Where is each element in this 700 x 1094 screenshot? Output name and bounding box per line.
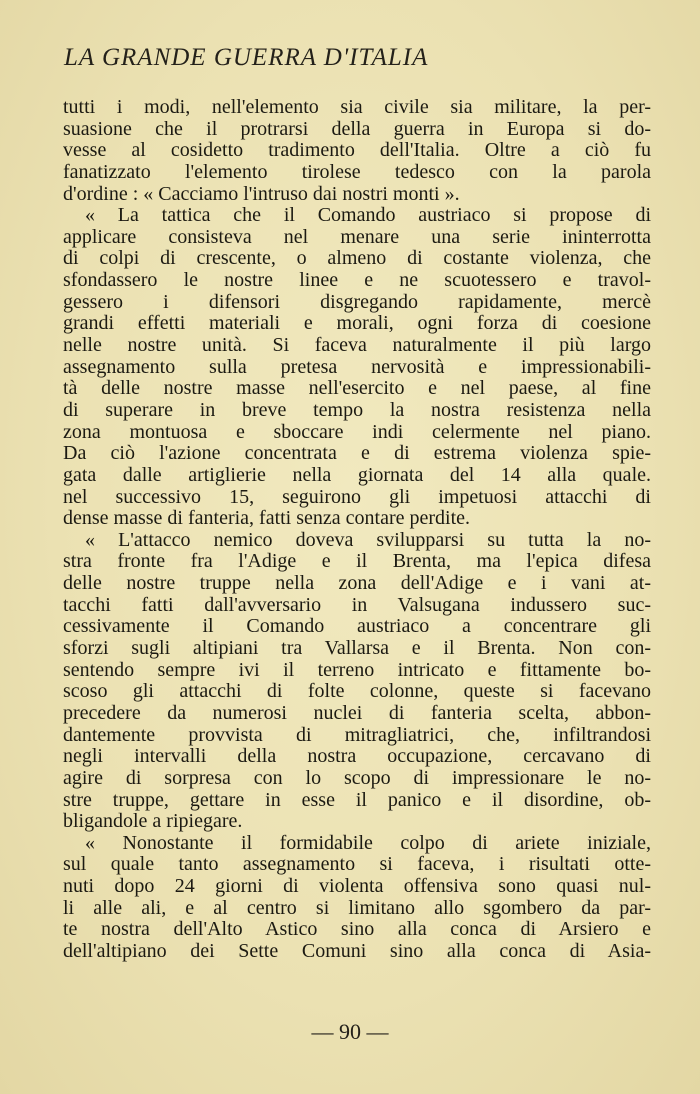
text-line: agire di sorpresa con lo scopo di impressionare le no-: [63, 767, 651, 789]
text-line: scoso gli attacchi di folte colonne, queste si facevano: [63, 681, 651, 703]
body-text: [63, 97, 651, 963]
text-line: fanatizzato l'elemento tirolese tedesco con la parola: [63, 161, 651, 183]
text-line: vesse al cosidetto tradimento dell'Italia. Oltre a ciò fu: [63, 140, 651, 162]
page-number: — 90 —: [311, 1019, 389, 1044]
text-line: sul quale tanto assegnamento si faceva, i risultati otte-: [63, 854, 651, 876]
text-line: negli intervalli della nostra occupazione, cercavano di: [63, 746, 651, 768]
text-line: nelle nostre unità. Si faceva naturalmente il più largo: [63, 335, 651, 357]
text-line: « La tattica che il Comando austriaco si propose di: [85, 205, 651, 227]
text-line: di superare in breve tempo la nostra resistenza nella: [63, 399, 651, 421]
text-line: cessivamente il Comando austriaco a concentrare gli: [63, 616, 651, 638]
text-line: assegnamento sulla pretesa nervosità e impressionabili-: [63, 356, 651, 378]
text-line: te nostra dell'Alto Astico sino alla conca di Arsiero e: [63, 919, 651, 941]
text-line: dantemente provvista di mitragliatrici, che, infiltrandosi: [63, 724, 651, 746]
text-line: tà delle nostre masse nell'esercito e nel paese, al fine: [63, 378, 651, 400]
text-line: « L'attacco nemico doveva svilupparsi su tutta la no-: [85, 529, 651, 551]
text-line: « Nonostante il formidabile colpo di ariete iniziale,: [85, 832, 651, 854]
text-line: precedere da numerosi nuclei di fanteria scelta, abbon-: [63, 702, 651, 724]
text-line: gata dalle artiglierie nella giornata del 14 alla quale.: [63, 464, 651, 486]
text-line: applicare consisteva nel menare una serie ininterrotta: [63, 226, 651, 248]
text-line: bligandole a ripiegare.: [63, 811, 243, 833]
text-line: Da ciò l'azione concentrata e di estrema violenza spie-: [63, 443, 651, 465]
text-line: suasione che il protrarsi della guerra in Europa si do-: [63, 118, 651, 140]
text-line: delle nostre truppe nella zona dell'Adige e i vani at-: [63, 573, 651, 595]
text-line: zona montuosa e sboccare indi celermente nel piano.: [63, 421, 651, 443]
running-header: LA GRANDE GUERRA D'ITALIA: [64, 44, 429, 71]
text-line: stre truppe, gettare in esse il panico e il disordine, ob-: [63, 789, 651, 811]
text-line: li alle ali, e al centro si limitano allo sgombero da par-: [63, 897, 651, 919]
text-line: grandi effetti materiali e morali, ogni forza di coesione: [63, 313, 651, 335]
text-line: d'ordine : « Cacciamo l'intruso dai nostri monti ».: [63, 183, 460, 205]
text-line: sfondassero le nostre linee e ne scuotessero e travol-: [63, 270, 651, 292]
text-line: sforzi sugli altipiani tra Vallarsa e il Brenta. Non con-: [63, 638, 651, 660]
text-line: tacchi fatti dall'avversario in Valsugana indussero suc-: [63, 594, 651, 616]
text-line: stra fronte fra l'Adige e il Brenta, ma l'epica difesa: [63, 551, 651, 573]
text-line: nel successivo 15, seguirono gli impetuosi attacchi di: [63, 486, 651, 508]
text-line: tutti i modi, nell'elemento sia civile sia militare, la per-: [63, 97, 651, 118]
text-line: dell'altipiano dei Sette Comuni sino alla conca di Asia-: [63, 940, 651, 962]
text-line: sentendo sempre ivi il terreno intricato e fittamente bo-: [63, 659, 651, 681]
text-line: nuti dopo 24 giorni di violenta offensiva sono quasi nul-: [63, 876, 651, 898]
text-line: di colpi di crescente, o almeno di costante violenza, che: [63, 248, 651, 270]
text-line: gessero i difensori disgregando rapidamente, mercè: [63, 291, 651, 313]
text-line: dense masse di fanteria, fatti senza contare perdite.: [63, 508, 471, 530]
